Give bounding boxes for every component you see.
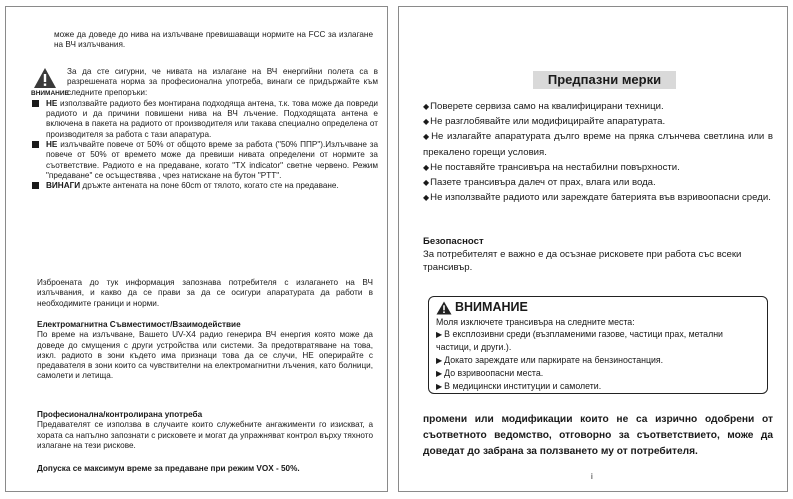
intro-paragraph: може да доведе до нива на излъчване превишаващи нормите на FCC за излагане на ВЧ излъчвания. — [54, 30, 373, 50]
precautions-list — [423, 99, 773, 205]
diamond-bullet-icon: ◆ — [423, 132, 431, 142]
page-number: i — [591, 472, 593, 481]
safety-text: За потребителят е важно е да осъзнае рисковете при работа със всеки трансивър. — [423, 248, 742, 273]
diamond-bullet-icon: ◆ — [423, 117, 430, 127]
rf-rule-item: НЕ използвайте радиото без монтирана подходяща антена, т.к. това може да повреди радиото и да причини повишени нива на ВЧ лъчение. Подходящата антена е включена в пакета на радиото от производителя или такава специално определена от производителя за работа с тази апаратура. — [31, 99, 378, 140]
modification-warning: промени или модификации които не са изрично одобрени от съответното ведомство, отговорно за съответствието, може да доведат до забрана за ползването му от потребителя. — [423, 414, 773, 457]
diamond-bullet-icon: ◆ — [423, 193, 430, 203]
triangle-bullet-icon: ▶ — [436, 382, 443, 392]
pro-section — [37, 410, 373, 451]
warning-intro: За да сте сигурни, че нивата на излагане на ВЧ енергийни полета са в разрешената норма за професионална употреба, винаги се придържайте към следните препоръки: — [67, 67, 378, 97]
pro-text: Предавателят се използва в случаите които служебните ангажименти го изискват, а хората са напълно запознати с рисковете и могат да упражняват контрол върху тяхното излагане на тези рискове. — [37, 420, 373, 450]
precaution-item: ◆Не излагайте апаратурата дълго време на пряка слънчева светлина или в прекалено горещи условия. — [423, 131, 773, 158]
precaution-item: ◆Пазете трансивъра далеч от прах, влага или вода. — [423, 177, 656, 189]
page-title: Предпазни мерки — [533, 71, 676, 89]
precaution-item: ◆Не използвайте радиото или зареждате батерията във взривоопасни среди. — [423, 192, 771, 204]
attention-intro: Моля изключете трансивъра на следните места: — [436, 317, 635, 327]
square-bullet-icon — [32, 100, 39, 107]
emc-heading: Електромагнитна Съвместимост/Взаимодействие — [37, 320, 241, 329]
summary-paragraph: Изброената до тук информация запознава потребителя с излагането на ВЧ излъчвания, и какво да се прави за да се осигури апаратурата да работи в необходимите граници и норми. — [37, 278, 373, 308]
attention-item: ▶ В медицински институции и самолети. — [436, 381, 602, 392]
attention-body — [436, 316, 760, 393]
precaution-item: ◆Не разглобявайте или модифицирайте апаратурата. — [423, 116, 666, 128]
warning-icon — [31, 67, 69, 98]
diamond-bullet-icon: ◆ — [423, 162, 430, 172]
warning-label: ВНИМАНИЕ — [31, 90, 69, 97]
emc-text: По време на излъчване, Вашето UV-X4 радио генерира ВЧ енергия която може да доведе до смущения с други устройства или системи. За предотвратяване на това, изкл. радиото в зони където има признаци това да се случи, НЕ оперирайте с предавателя в зони които са чувствителни на електромагнитни лъчения, като болници, самолети и летища. — [37, 330, 373, 381]
rf-rule-item: НЕ излъчвайте повече от 50% от общото време за работа ("50% ППР").Излъчване за повече от 50% от времето може да превиши нивата определени от нормите за съответствие. Радиото е на предаване, когато "TX indicator" светне червено. Режим "предаване" се осъществява , чрез натискане на бутон "PTT". — [31, 140, 378, 181]
attention-item: ▶ В експлозивни среди (възпламеними газове, частици прах, метални частици, и други.). — [436, 329, 723, 353]
attention-heading: ВНИМАНИЕ — [436, 299, 760, 316]
attention-item: ▶ Докато зареждате или паркирате на бензиностанция. — [436, 354, 664, 365]
triangle-bullet-icon: ▶ — [436, 355, 443, 365]
triangle-bullet-icon: ▶ — [436, 368, 443, 378]
rf-rule-item: ВИНАГИ дръжте антената на поне 60cm от тялото, когато сте на предаване. — [31, 181, 378, 191]
precaution-item: ◆Поверете сервиза само на квалифицирани техници. — [423, 101, 664, 112]
attention-item: ▶ До взривоопасни места. — [436, 367, 544, 378]
safety-section — [423, 236, 773, 274]
pro-heading: Професионална/контролирана употреба — [37, 410, 203, 419]
rf-warning-block — [31, 67, 378, 192]
diamond-bullet-icon: ◆ — [423, 178, 430, 188]
safety-heading: Безопасност — [423, 236, 484, 247]
left-page — [5, 6, 388, 492]
precaution-item: ◆Не поставяйте трансивъра на нестабилни повърхности. — [423, 161, 680, 173]
vox-note: Допуска се максимум време за предаване при режим VOX - 50%. — [37, 464, 300, 473]
emc-section — [37, 320, 373, 382]
attention-box — [428, 296, 768, 394]
triangle-bullet-icon: ▶ — [436, 330, 443, 340]
square-bullet-icon — [32, 182, 39, 189]
attention-warning-icon — [436, 301, 452, 315]
diamond-bullet-icon: ◆ — [423, 102, 430, 111]
square-bullet-icon — [32, 141, 39, 148]
right-page — [398, 6, 788, 492]
